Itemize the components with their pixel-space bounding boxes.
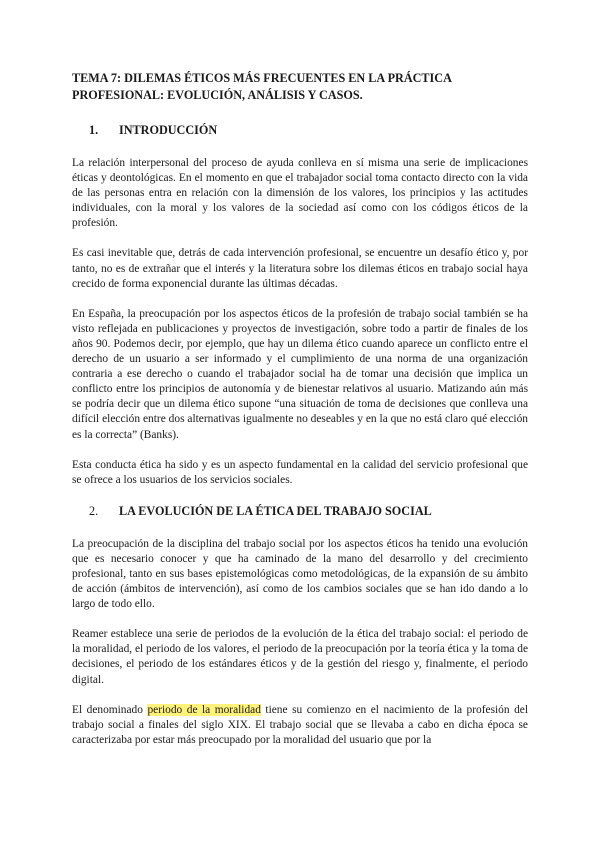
- section-title: INTRODUCCIÓN: [119, 123, 218, 137]
- section-title: LA EVOLUCIÓN DE LA ÉTICA DEL TRABAJO SOCIAL: [119, 503, 432, 518]
- section-number: 1.: [89, 123, 99, 137]
- paragraph: En España, la preocupación por los aspectos éticos de la profesión de trabajo social también se ha visto reflejada en publicaciones y proyectos de investigación, sobre todo a partir de finales de los años 90. Podemos decir, por ejemplo, que hay un dilema ético cuando aparece un conflicto entre el derecho de un usuario a ser informado y el cumplimiento de una norma de una organización contraria a ese derecho o cuando el trabajador social ha de tomar una decisión que implica un conflicto entre los principios de autonomía y de bienestar relativos al usuario. Matizando aún más se podría decir que un dilema ético supone “una situación de toma de decisiones que conlleva una difícil elección entre dos alternativas igualmente no deseables y en la que no está claro qué elección es la correcta” (Banks).: [72, 307, 528, 441]
- paragraph: Reamer establece una serie de periodos de la evolución de la ética del trabajo social: el periodo de la moralidad, el periodo de los valores, el periodo de la preocupación por la teoría ética y la toma de decisiones, el periodo de los estándares éticos y de la gestión del riesgo y, finalmente, el periodo digital.: [72, 628, 528, 686]
- paragraph: La relación interpersonal del proceso de ayuda conlleva en sí misma una serie de implicaciones éticas y deontológicas. En el momento en que el trabajador social toma contacto directo con la vida de las personas entra en relación con la dimensión de los valores, los principios y las actitudes individuales, con la moral y los valores de la sociedad así como con los códigos éticos de la profesión.: [72, 157, 528, 230]
- text-run: tiene su comienzo en el nacimiento de la profesión del trabajo social a finales del siglo XIX. El trabajo social que se llevaba a cabo en dicha época se caracterizaba por estar más preocupado por la moralidad del usuario que por la: [72, 703, 528, 746]
- highlighted-text: periodo de la moralidad: [147, 703, 261, 716]
- section-heading-introduccion: [72, 122, 528, 139]
- section-heading-evolucion: [72, 503, 528, 520]
- section-number: 2.: [89, 503, 99, 518]
- paragraph: La preocupación de la disciplina del trabajo social por los aspectos éticos ha tenido una evolución que es necesario conocer y que ha caminado de la mano del desarrollo y del crecimiento profesional, tanto en sus bases epistemológicas como metodológicas, de la expansión de su ámbito de acción (ámbitos de intervención), así como de los cambios sociales que se han ido dando a lo largo de todo ello.: [72, 537, 528, 611]
- paragraph: Es casi inevitable que, detrás de cada intervención profesional, se encuentre un desafío ético y, por tanto, no es de extrañar que el interés y la literatura sobre los dilemas éticos en trabajo social haya crecido de forma exponencial durante las últimas décadas.: [72, 247, 528, 290]
- paragraph: Esta conducta ética ha sido y es un aspecto fundamental en la calidad del servicio profesional que se ofrece a los usuarios de los servicios sociales.: [72, 458, 528, 486]
- paragraph-last: [72, 703, 528, 748]
- document-title: TEMA 7: DILEMAS ÉTICOS MÁS FRECUENTES EN LA PRÁCTICA PROFESIONAL: EVOLUCIÓN, ANÁLISIS Y CASOS.: [72, 71, 452, 102]
- text-run: El denominado: [72, 703, 148, 716]
